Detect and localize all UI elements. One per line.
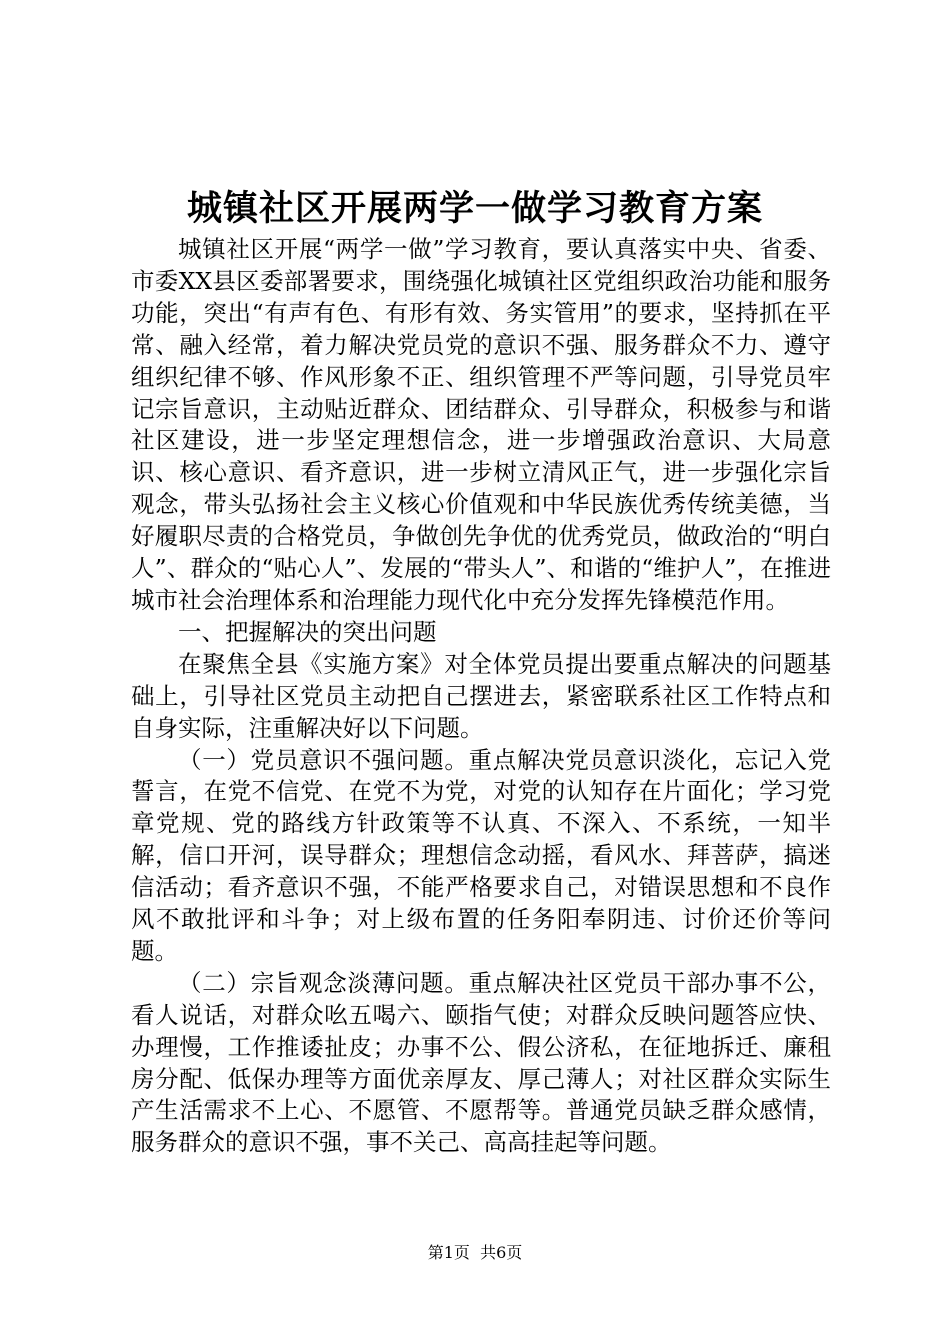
document-body <box>131 234 831 1159</box>
intro-paragraph: 城镇社区开展“两学一做”学习教育，要认真落实中央、省委、市委XX县区委部署要求，围绕强化城镇社区党组织政治功能和服务功能，突出“有声有色、有形有效、务实管用”的要求，坚持抓在平常、融入经常，着力解决党员党的意识不强、服务群众不力、遵守组织纪律不够、作风形象不正、组织管理不严等问题，引导党员牢记宗旨意识，主动贴近群众、团结群众、引导群众，积极参与和谐社区建设，进一步坚定理想信念，进一步增强政治意识、大局意识、核心意识、看齐意识，进一步树立清风正气，进一步强化宗旨观念，带头弘扬社会主义核心价值观和中华民族优秀传统美德，当好履职尽责的合格党员，争做创先争优的优秀党员，做政治的“明白人”、群众的“贴心人”、发展的“带头人”、和谐的“维护人”，在推进城市社会治理体系和治理能力现代化中充分发挥先锋模范作用。 <box>131 235 831 614</box>
section-intro-paragraph: 在聚焦全县《实施方案》对全体党员提出要重点解决的问题基础上，引导社区党员主动把自己摆进去，紧密联系社区工作特点和自身实际，注重解决好以下问题。 <box>131 649 831 742</box>
document-title: 城镇社区开展两学一做学习教育方案 <box>186 188 763 229</box>
page-footer <box>0 1241 950 1265</box>
page-total: 共6页 <box>480 1243 523 1262</box>
page-number: 第1页 <box>427 1243 470 1262</box>
issue-paragraph-2: （二）宗旨观念淡薄问题。重点解决社区党员干部办事不公，看人说话，对群众吆五喝六、颐指气使；对群众反映问题答应快、办理慢，工作推诿扯皮；办事不公、假公济私，在征地拆迁、廉租房分配、低保办理等方面优亲厚友、厚己薄人；对社区群众实际生产生活需求不上心、不愿管、不愿帮等。普通党员缺乏群众感情，服务群众的意识不强，事不关己、高高挂起等问题。 <box>131 968 831 1157</box>
footer-spacer <box>470 1243 480 1262</box>
issue-paragraph-1: （一）党员意识不强问题。重点解决党员意识淡化，忘记入党誓言，在党不信党、在党不为党，对党的认知存在片面化；学习党章党规、党的路线方针政策等不认真、不深入、不系统，一知半解，信口开河，误导群众；理想信念动摇，看风水、拜菩萨，搞迷信活动；看齐意识不强，不能严格要求自己，对错误思想和不良作风不敢批评和斗争；对上级布置的任务阳奉阴违、讨价还价等问题。 <box>131 745 831 965</box>
section-heading: 一、把握解决的突出问题 <box>178 617 437 646</box>
